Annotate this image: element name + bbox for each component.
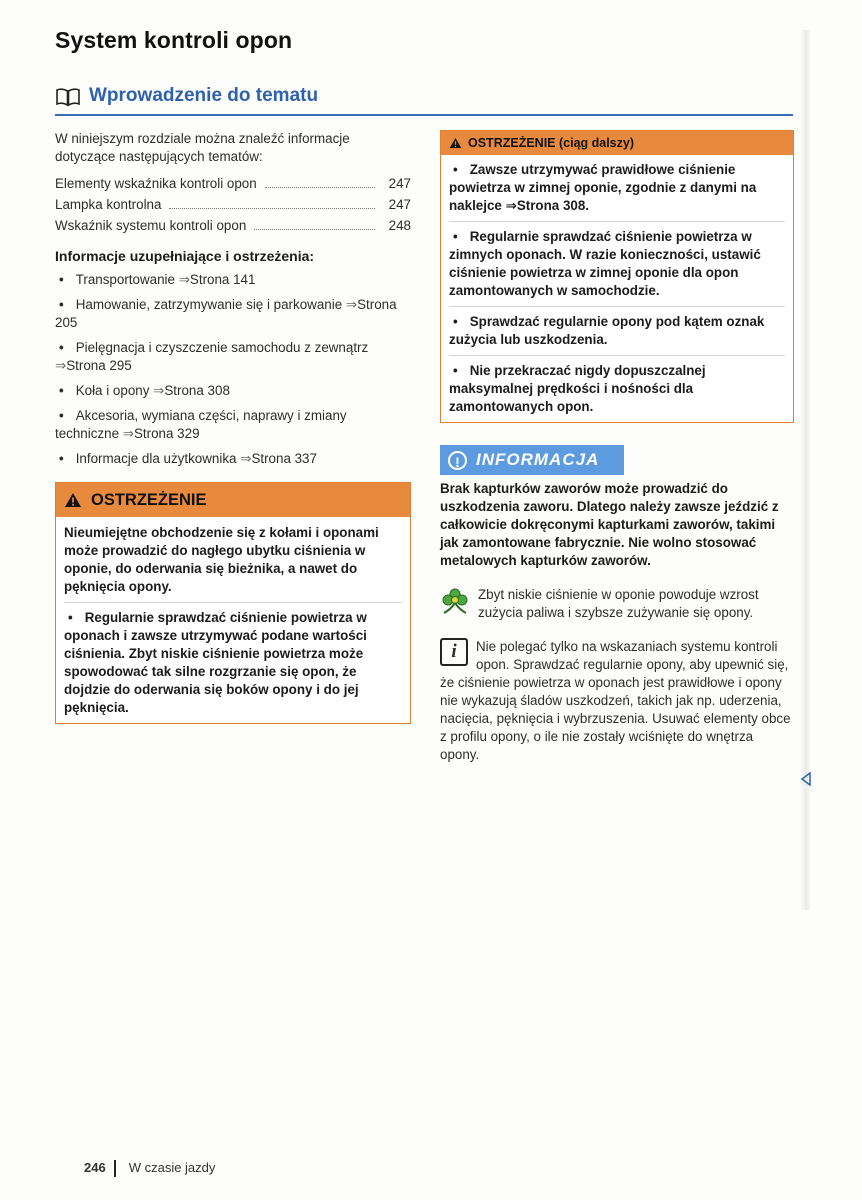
page-footer <box>84 1160 215 1177</box>
toc-label: Lampka kontrolna <box>55 197 162 212</box>
warning-bullet-text: Nie przekraczać nigdy dopuszczalnej maksymalnej prędkości i nośności dla zamontowanych opon. <box>449 363 706 414</box>
page-reference-link[interactable]: Strona 308. <box>516 198 590 213</box>
divider <box>449 306 785 307</box>
warning-paragraph: Nieumiejętne obchodzenie się z kołami i oponami może prowadzić do nagłego ubytku ciśnienia w oponie, do oderwania się bieżnika, a nawet do pęknięcia opony. <box>64 525 379 594</box>
toc-page-number: 247 <box>388 176 411 191</box>
toc-page-number: 248 <box>388 218 411 233</box>
toc-label: Wskaźnik systemu kontroli opon <box>55 218 247 233</box>
toc-leader <box>254 229 375 230</box>
arrow-icon: ⇒ <box>505 198 517 213</box>
warning-box <box>55 482 411 724</box>
section-header <box>55 84 793 116</box>
list-item: • Pielęgnacja i czyszczenie samochodu z zewnątrz ⇒Strona 295 <box>55 340 369 373</box>
warning-bullet: • Nie przekraczać nigdy dopuszczalnej maksymalnej prędkości i nośności dla zamontowanych opon. <box>449 363 706 414</box>
arrow-icon: ⇒ <box>240 451 252 466</box>
list-item: • Informacje dla użytkownika ⇒Strona 337 <box>59 451 317 466</box>
toc-entry[interactable] <box>55 175 411 196</box>
right-column <box>440 130 794 764</box>
toc-entry[interactable] <box>55 196 411 217</box>
toc-label: Elementy wskaźnika kontroli opon <box>55 176 257 191</box>
page-title: System kontroli opon <box>55 27 293 53</box>
page-reference-link[interactable]: Strona 337 <box>251 451 317 466</box>
warning-continued-title: OSTRZEŻENIE (ciąg dalszy) <box>468 136 635 150</box>
list-item: • Transportowanie ⇒Strona 141 <box>59 272 256 287</box>
warning-bullet-text: Regularnie sprawdzać ciśnienie powietrza w oponach i zawsze utrzymywać podane wartości ciśnienia. Zbyt niskie ciśnienie powietrza może spowodować tak silne rozgrzanie się opon, że dojdzie do oderwania się boków opony i do jej pęknięcia. <box>64 610 367 715</box>
section-title: Wprowadzenie do tematu <box>89 85 319 106</box>
warning-bullet-text: Zawsze utrzymywać prawidłowe ciśnienie powietrza w zimnej oponie, zgodnie z danymi na naklejce <box>449 162 757 213</box>
eco-note <box>440 586 794 622</box>
page-reference-link[interactable]: Strona 295 <box>66 358 132 373</box>
warning-continued-body <box>441 155 793 422</box>
warning-triangle-icon <box>449 137 462 149</box>
arrow-icon: ⇒ <box>122 426 134 441</box>
warning-continued-box <box>440 130 794 423</box>
exclamation-circle-icon: ! <box>448 451 467 470</box>
info-text: Brak kapturków zaworów może prowadzić do uszkodzenia zaworu. Dlatego należy zawsze jeździć z całkowicie dokręconymi kapturkami zaworów, takimi jak zamontowane fabrycznie. Nie wolno stosować metalowych kapturków zaworów. <box>440 481 779 568</box>
toc-page-number: 247 <box>388 197 411 212</box>
toc-leader <box>169 208 375 209</box>
book-icon <box>55 87 81 107</box>
warning-bullet-text: Sprawdzać regularnie opony pod kątem oznak zużycia lub uszkodzenia. <box>449 314 765 347</box>
info-i-icon: i <box>440 638 468 666</box>
info-banner <box>440 445 624 475</box>
arrow-icon: ⇒ <box>345 297 358 312</box>
toc-list <box>55 175 411 238</box>
eco-note-text: Zbyt niskie ciśnienie w oponie powoduje wzrost zużycia paliwa i szybsze zużywanie się opony. <box>478 587 759 620</box>
warning-body <box>56 517 410 723</box>
divider <box>64 602 402 603</box>
tip-note <box>440 638 794 764</box>
toc-entry[interactable] <box>55 217 411 238</box>
info-title: INFORMACJA <box>476 450 600 469</box>
intro-text: W niniejszym rozdziale można znaleźć informacje dotyczące następujących tematów: <box>55 131 350 164</box>
list-item: • Akcesoria, wymiana części, naprawy i zmiany techniczne ⇒Strona 329 <box>55 408 347 441</box>
list-item: • Hamowanie, zatrzymywanie się i parkowanie ⇒Strona 205 <box>55 297 397 330</box>
warning-bullet-text: Regularnie sprawdzać ciśnienie powietrza w zimnych oponach. W razie konieczności, ustawić ciśnienie powietrza w zimnej oponie dla opon zamontowanych w samochodzie. <box>449 229 761 298</box>
list-item-text: Informacje dla użytkownika <box>75 451 237 466</box>
warning-triangle-icon <box>64 492 82 508</box>
divider <box>449 221 785 222</box>
extra-info-list <box>55 271 411 468</box>
list-item-text: Transportowanie <box>75 272 175 287</box>
page-number: 246 <box>84 1160 106 1175</box>
warning-bullet: • Regularnie sprawdzać ciśnienie powietrza w zimnych oponach. W razie konieczności, ustawić ciśnienie powietrza w zimnej oponie dla opon zamontowanych w samochodzie. <box>449 229 761 298</box>
warning-title: OSTRZEŻENIE <box>91 491 207 509</box>
list-item: • Koła i opony ⇒Strona 308 <box>59 383 230 398</box>
warning-header <box>56 483 410 517</box>
list-item-text: Pielęgnacja i czyszczenie samochodu z zewnątrz <box>75 340 369 355</box>
chapter-name: W czasie jazdy <box>128 1160 216 1175</box>
warning-bullet: • Zawsze utrzymywać prawidłowe ciśnienie powietrza w zimnej oponie, zgodnie z danymi na naklejce ⇒Strona 308. <box>449 162 757 213</box>
list-item-text: Koła i opony <box>75 383 150 398</box>
page-reference-link[interactable]: Strona 329 <box>134 426 200 441</box>
toc-leader <box>265 187 375 188</box>
arrow-icon: ⇒ <box>55 358 67 373</box>
arrow-icon: ⇒ <box>153 383 165 398</box>
eco-leaf-icon <box>440 586 470 616</box>
warning-continued-header <box>441 131 793 155</box>
continue-arrow-icon <box>801 772 811 786</box>
list-item-text: Akcesoria, wymiana części, naprawy i zmiany techniczne <box>55 408 347 441</box>
tip-note-text: Nie polegać tylko na wskazaniach systemu kontroli opon. Sprawdzać regularnie opony, aby upewnić się, że ciśnienie powietrza w oponach jest prawidłowe i opony nie wykazują śladów uszkodzeń, takich jak np. uderzenia, nacięcia, pęknięcia i wybrzuszenia. Usuwać elementy obce z profilu opony, o ile nie zostały wciśnięte do wnętrza opony. <box>440 639 791 762</box>
warning-bullet: • Sprawdzać regularnie opony pod kątem oznak zużycia lub uszkodzenia. <box>449 314 765 347</box>
footer-separator <box>114 1160 116 1177</box>
warning-bullet: • Regularnie sprawdzać ciśnienie powietrza w oponach i zawsze utrzymywać podane wartości ciśnienia. Zbyt niskie ciśnienie powietrza może spowodować tak silne rozgrzanie się opon, że dojdzie do oderwania się boków opony i do jej pęknięcia. <box>64 610 367 715</box>
page-reference-link[interactable]: Strona 141 <box>189 272 256 287</box>
extra-info-heading: Informacje uzupełniające i ostrzeżenia: <box>55 248 315 264</box>
left-column <box>55 130 411 724</box>
arrow-icon: ⇒ <box>178 272 190 287</box>
divider <box>449 355 785 356</box>
list-item-text: Hamowanie, zatrzymywanie się i parkowanie <box>75 297 343 312</box>
page-reference-link[interactable]: Strona 308 <box>164 383 230 398</box>
page-reference-link[interactable]: Strona 205 <box>55 297 397 330</box>
